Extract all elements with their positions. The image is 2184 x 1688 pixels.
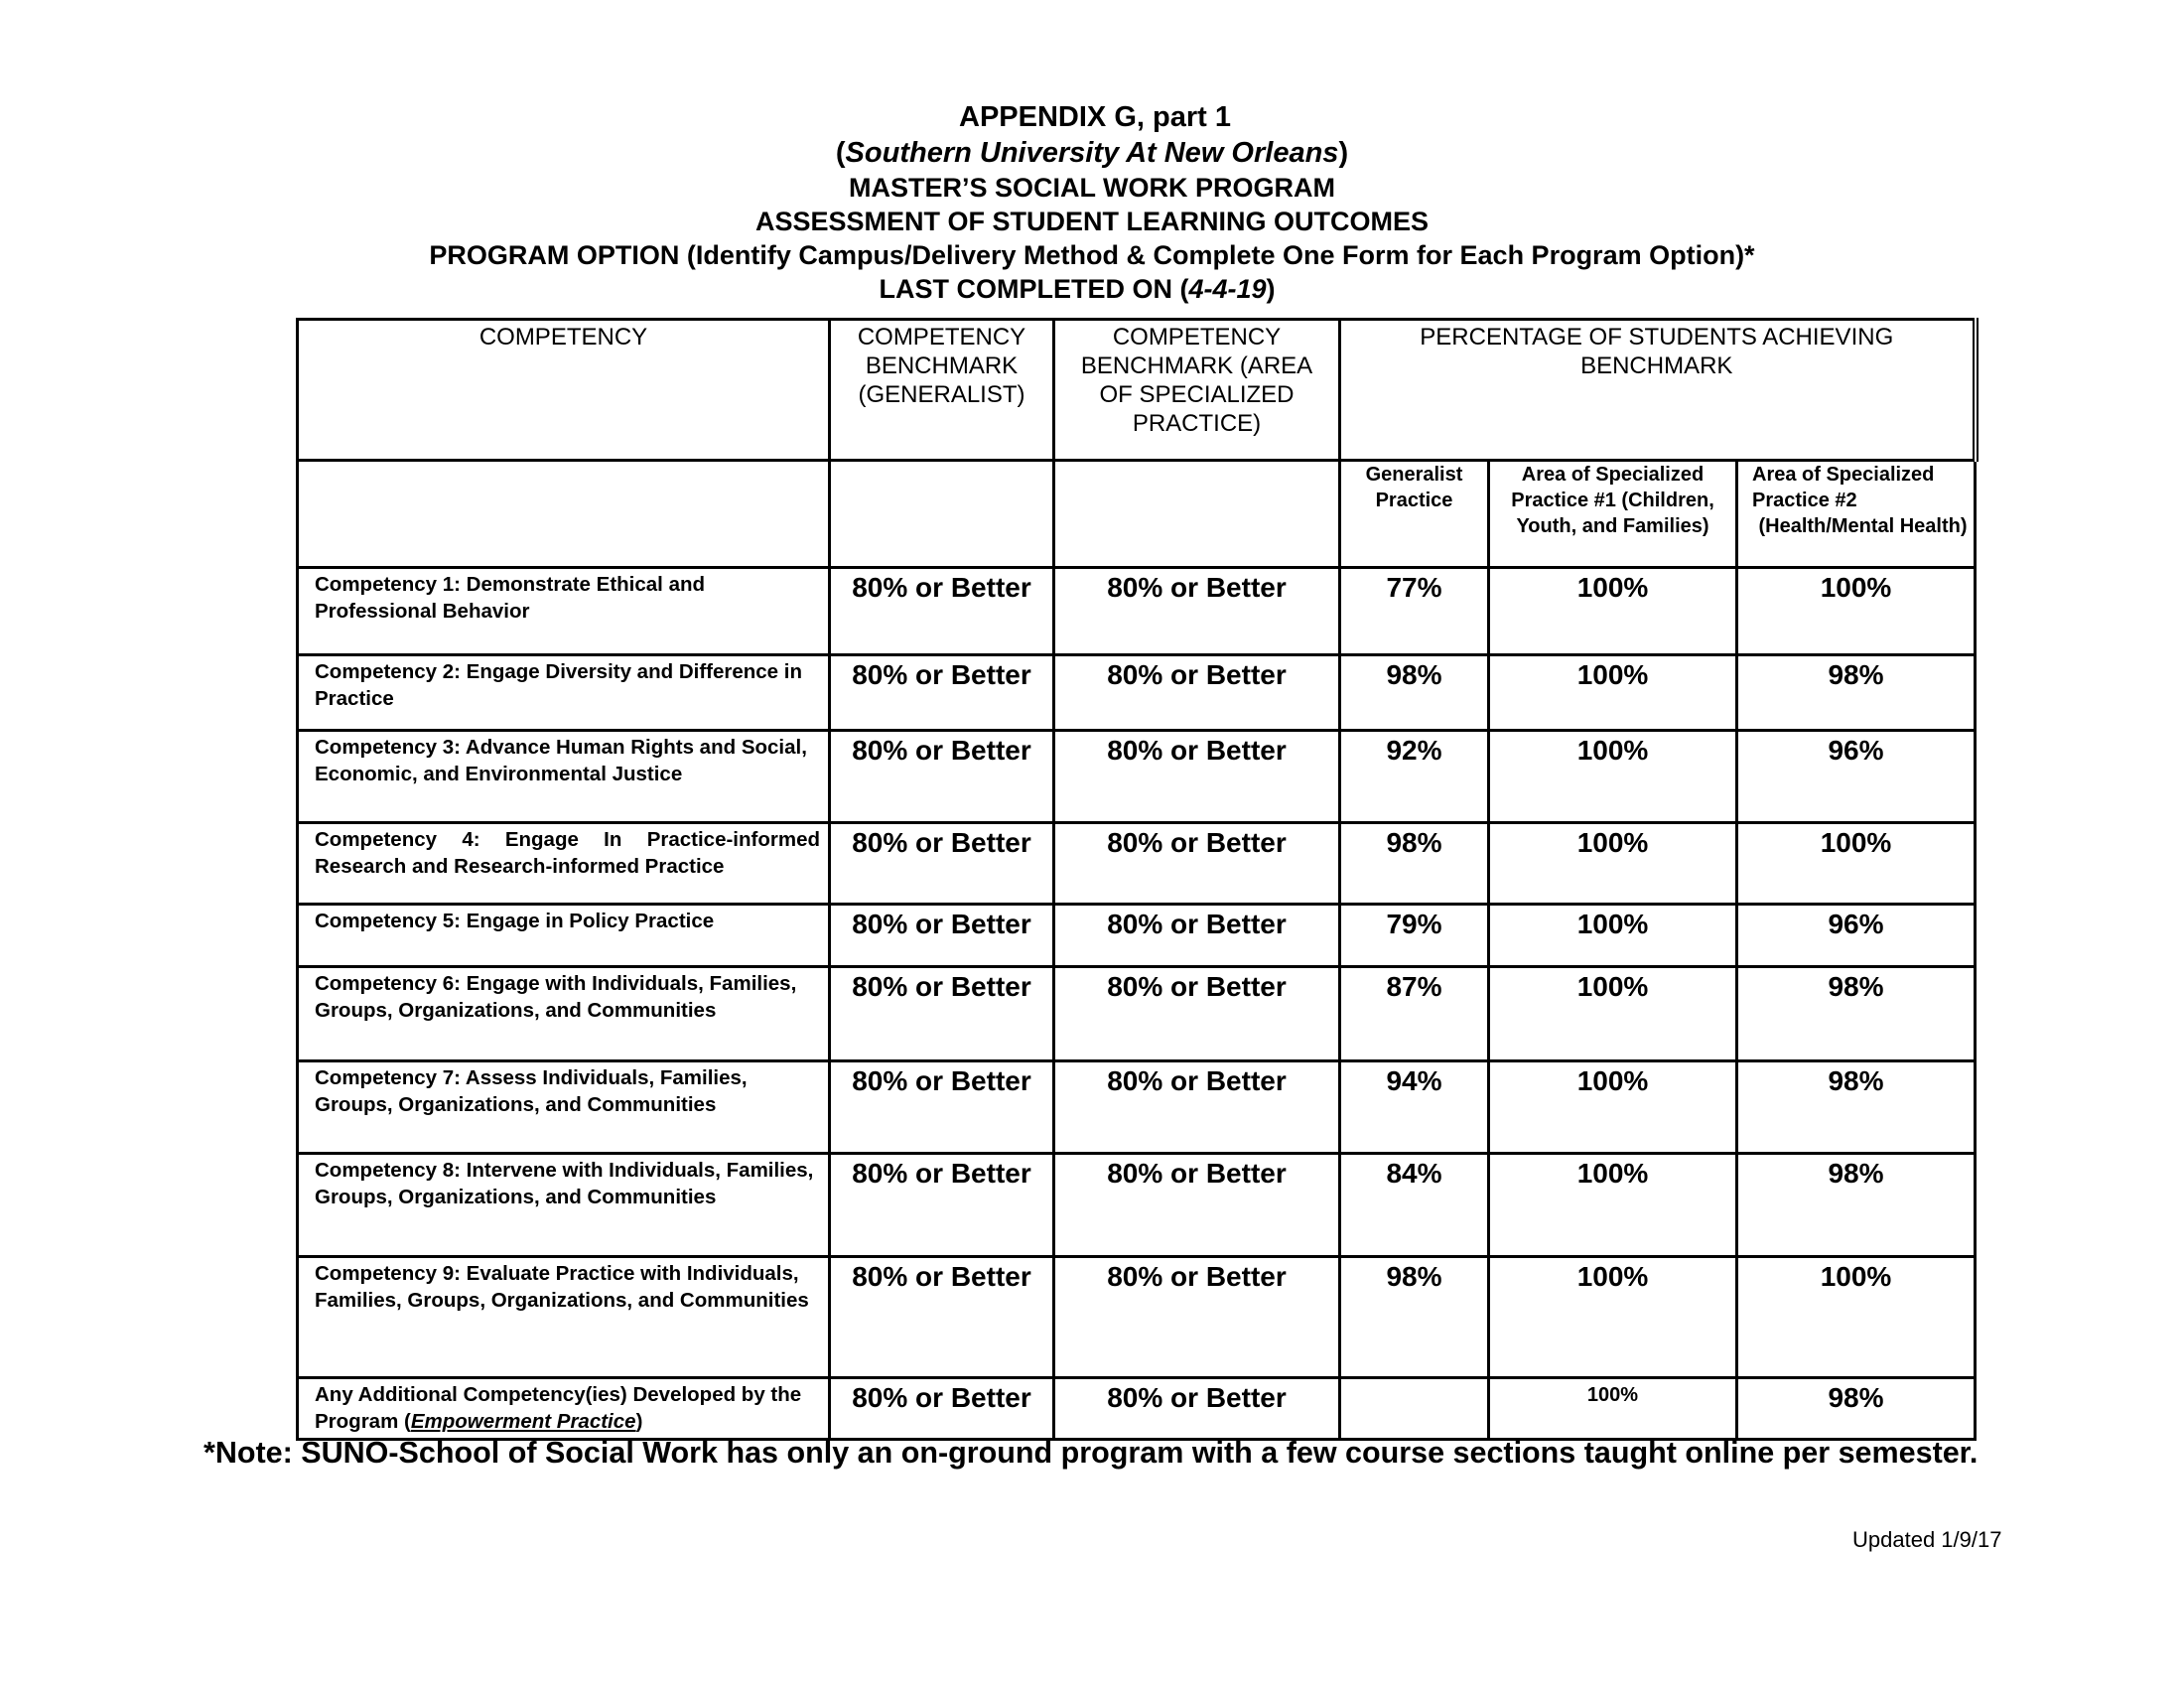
specialized-2-percent-cell: 96%: [1737, 905, 1976, 967]
generalist-percent-cell: 79%: [1340, 905, 1489, 967]
specialized-2-percent-cell: 100%: [1737, 568, 1976, 655]
competency-cell: Competency 9: Evaluate Practice with Individuals, Families, Groups, Organizations, and Communities: [298, 1257, 830, 1378]
benchmark-generalist-cell: 80% or Better: [830, 1378, 1054, 1440]
benchmark-specialized-cell: 80% or Better: [1054, 905, 1340, 967]
competency-cell: Competency 7: Assess Individuals, Families, Groups, Organizations, and Communities: [298, 1061, 830, 1154]
university-name: (Southern University At New Orleans): [835, 137, 1349, 169]
subheader-specialized-1: Area of Specialized Practice #1 (Children, Youth, and Families): [1489, 461, 1737, 568]
specialized-1-percent-cell: 100%: [1489, 731, 1737, 823]
benchmark-specialized-cell: 80% or Better: [1054, 1378, 1340, 1440]
competency-cell: Competency 4: Engage In Practice-informed Research and Research-informed Practice: [298, 823, 830, 905]
program-title: MASTER’S SOCIAL WORK PROGRAM: [848, 173, 1335, 203]
benchmark-generalist-cell: 80% or Better: [830, 967, 1054, 1061]
specialized-2-percent-cell: 98%: [1737, 967, 1976, 1061]
table-row: [298, 905, 1976, 967]
specialized-2-percent-cell: 98%: [1737, 1061, 1976, 1154]
competency-cell: Competency 2: Engage Diversity and Difference in Practice: [298, 655, 830, 731]
competency-cell: Competency 3: Advance Human Rights and Social, Economic, and Environmental Justice: [298, 731, 830, 823]
specialized-1-percent-cell: 100%: [1489, 967, 1737, 1061]
table-row: [298, 1257, 1976, 1378]
subheader-empty-3: [1054, 461, 1340, 568]
specialized-1-percent-cell: 100%: [1489, 1061, 1737, 1154]
table-row: [298, 823, 1976, 905]
benchmark-generalist-cell: 80% or Better: [830, 655, 1054, 731]
specialized-1-percent-cell: 100%: [1489, 823, 1737, 905]
header-row: [298, 320, 1976, 461]
table-row: [298, 1061, 1976, 1154]
generalist-percent-cell: 98%: [1340, 1257, 1489, 1378]
specialized-1-percent-cell: 100%: [1489, 655, 1737, 731]
specialized-1-percent-cell: 100%: [1489, 905, 1737, 967]
table-row: [298, 655, 1976, 731]
specialized-1-percent-cell: 100%: [1489, 568, 1737, 655]
last-completed-date: 4-4-19: [1188, 274, 1267, 304]
generalist-percent-cell: 98%: [1340, 823, 1489, 905]
outcomes-table: [296, 318, 1979, 1441]
benchmark-specialized-cell: 80% or Better: [1054, 823, 1340, 905]
table-row: [298, 731, 1976, 823]
generalist-percent-cell: 77%: [1340, 568, 1489, 655]
document-titles: [0, 99, 2184, 306]
subheader-specialized-2-line1: Area of Specialized Practice #2: [1752, 464, 1935, 511]
table-row: [298, 967, 1976, 1061]
specialized-2-percent-cell: 100%: [1737, 823, 1976, 905]
header-percentage: PERCENTAGE OF STUDENTS ACHIEVING BENCHMARK: [1340, 320, 1976, 461]
benchmark-specialized-cell: 80% or Better: [1054, 1154, 1340, 1257]
header-benchmark-generalist: COMPETENCY BENCHMARK (GENERALIST): [830, 320, 1054, 461]
updated-date: Updated 1/9/17: [1852, 1527, 2002, 1552]
benchmark-specialized-cell: 80% or Better: [1054, 1061, 1340, 1154]
competency-cell: Competency 6: Engage with Individuals, Families, Groups, Organizations, and Communities: [298, 967, 830, 1061]
generalist-percent-cell: 92%: [1340, 731, 1489, 823]
benchmark-generalist-cell: 80% or Better: [830, 1061, 1054, 1154]
competency-cell: Any Additional Competency(ies) Developed by the Program (Empowerment Practice): [298, 1378, 830, 1440]
specialized-2-percent-cell: 98%: [1737, 1154, 1976, 1257]
empowerment-practice-text: Empowerment Practice: [410, 1410, 636, 1433]
subheader-generalist: Generalist Practice: [1340, 461, 1489, 568]
benchmark-generalist-cell: 80% or Better: [830, 1154, 1054, 1257]
subheader-specialized-2: [1737, 461, 1976, 568]
generalist-percent-cell: 98%: [1340, 655, 1489, 731]
assessment-title: ASSESSMENT OF STUDENT LEARNING OUTCOMES: [754, 207, 1430, 236]
benchmark-specialized-cell: 80% or Better: [1054, 967, 1340, 1061]
benchmark-generalist-cell: 80% or Better: [830, 823, 1054, 905]
benchmark-specialized-cell: 80% or Better: [1054, 731, 1340, 823]
specialized-1-percent-cell: 100%: [1489, 1378, 1737, 1440]
specialized-2-percent-cell: 100%: [1737, 1257, 1976, 1378]
benchmark-generalist-cell: 80% or Better: [830, 731, 1054, 823]
competency-cell: Competency 8: Intervene with Individuals, Families, Groups, Organizations, and Communities: [298, 1154, 830, 1257]
generalist-percent-cell: [1340, 1378, 1489, 1440]
generalist-percent-cell: 87%: [1340, 967, 1489, 1061]
header-benchmark-specialized: COMPETENCY BENCHMARK (AREA OF SPECIALIZED PRACTICE): [1054, 320, 1340, 461]
subheader-specialized-2-line2: (Health/Mental Health): [1758, 515, 1968, 537]
benchmark-generalist-cell: 80% or Better: [830, 568, 1054, 655]
specialized-2-percent-cell: 98%: [1737, 655, 1976, 731]
specialized-2-percent-cell: 98%: [1737, 1378, 1976, 1440]
table-row-additional: [298, 1378, 1976, 1440]
benchmark-specialized-cell: 80% or Better: [1054, 568, 1340, 655]
footnote: *Note: SUNO-School of Social Work has only an on-ground program with a few course sections taught online per semester.: [204, 1436, 1979, 1470]
table-row: [298, 568, 1976, 655]
table-row: [298, 1154, 1976, 1257]
generalist-percent-cell: 84%: [1340, 1154, 1489, 1257]
competency-cell: Competency 1: Demonstrate Ethical and Professional Behavior: [298, 568, 830, 655]
subheader-empty-2: [830, 461, 1054, 568]
benchmark-generalist-cell: 80% or Better: [830, 1257, 1054, 1378]
benchmark-generalist-cell: 80% or Better: [830, 905, 1054, 967]
specialized-1-percent-cell: 100%: [1489, 1257, 1737, 1378]
university-name-text: Southern University At New Orleans: [845, 137, 1339, 169]
benchmark-specialized-cell: 80% or Better: [1054, 655, 1340, 731]
specialized-1-percent-cell: 100%: [1489, 1154, 1737, 1257]
benchmark-specialized-cell: 80% or Better: [1054, 1257, 1340, 1378]
header-competency: COMPETENCY: [298, 320, 830, 461]
competency-cell: Competency 5: Engage in Policy Practice: [298, 905, 830, 967]
subheader-row: [298, 461, 1976, 568]
specialized-2-percent-cell: 96%: [1737, 731, 1976, 823]
appendix-title: APPENDIX G, part 1: [959, 101, 1231, 133]
subheader-empty-1: [298, 461, 830, 568]
last-completed-title: LAST COMPLETED ON (4-4-19): [879, 274, 1276, 304]
program-option-title: PROGRAM OPTION (Identify Campus/Delivery Method & Complete One Form for Each Program Option)*: [429, 240, 1755, 270]
generalist-percent-cell: 94%: [1340, 1061, 1489, 1154]
